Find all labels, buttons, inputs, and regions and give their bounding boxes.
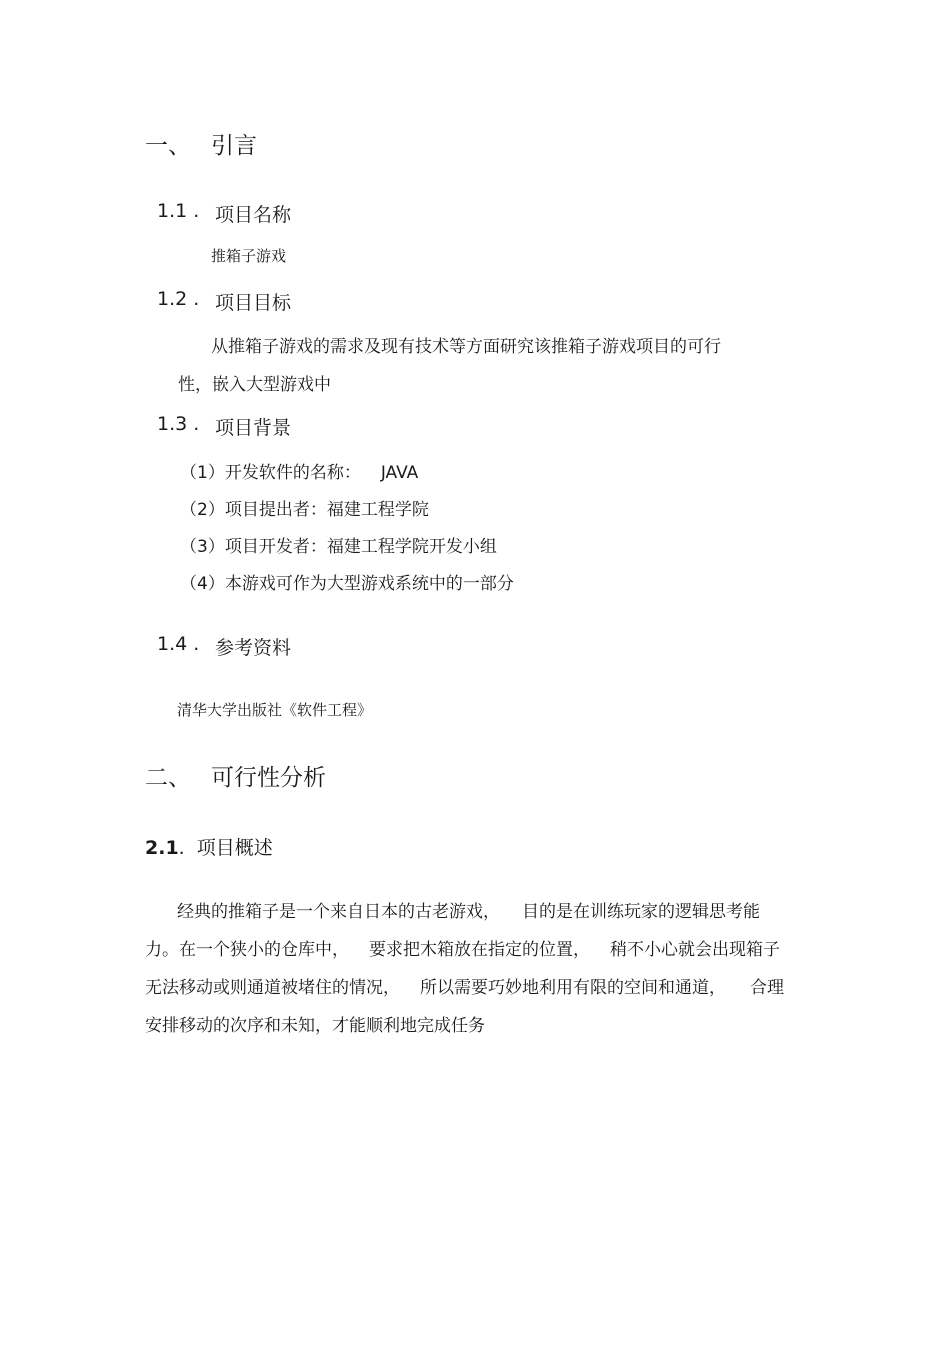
subsection-2-1-number: 2.1 [145,837,179,859]
overview-line-1-part-1: 经典的推箱子是一个来自日本的古老游戏， [177,902,500,922]
overview-line-1 [177,897,760,922]
project-goal-line2: 性，嵌入大型游戏中 [178,375,331,395]
overview-line-2 [145,935,780,960]
project-name-text: 推箱子游戏 [211,247,287,265]
project-goal-line1: 从推箱子游戏的需求及现有技术等方面研究该推箱子游戏项目的可行 [211,337,721,357]
subsection-2-1-title: 项目概述 [196,837,273,859]
overview-line-3-part-1: 无法移动或则通道被堵住的情况， [145,978,400,998]
subsection-1-2-title: 项目目标 [215,292,292,314]
subsection-1-4-title: 参考资料 [215,637,292,659]
subsection-1-3-title: 项目背景 [215,417,292,439]
overview-line-1-part-2: 目的是在训练玩家的逻辑思考能 [522,902,760,922]
background-item-1-value: JAVA [380,463,419,483]
background-item-3: （3）项目开发者：福建工程学院开发小组 [180,537,497,557]
subsection-1-1-title: 项目名称 [215,204,292,226]
section2-title: 可行性分析 [211,765,326,791]
overview-line-2-part-2: 要求把木箱放在指定的位置， [369,940,590,960]
subsection-1-3-number: 1.3 . [157,413,200,435]
overview-line-3 [145,973,784,998]
subsection-2-1-dot: . [178,837,185,859]
overview-line-3-part-3: 合理 [750,978,784,998]
section1-title: 引言 [211,133,257,159]
section1-number: 一、 [145,133,191,159]
background-item-1-text: （1）开发软件的名称： [180,463,361,483]
background-item-1 [180,458,418,483]
subsection-2-1-heading [145,833,273,860]
subsection-1-1-number: 1.1 . [157,200,200,222]
overview-line-2-part-1: 力。在一个狭小的仓库中， [145,940,349,960]
background-item-4: （4）本游戏可作为大型游戏系统中的一部分 [180,574,514,594]
background-item-2: （2）项目提出者：福建工程学院 [180,500,429,520]
overview-line-4: 安排移动的次序和未知，才能顺利地完成任务 [145,1016,485,1036]
overview-line-3-part-2: 所以需要巧妙地利用有限的空间和通道， [420,978,726,998]
subsection-1-2-number: 1.2 . [157,288,200,310]
reference-text: 清华大学出版社《软件工程》 [177,701,373,719]
subsection-1-4-number: 1.4 . [157,633,200,655]
section2-number: 二、 [145,765,191,791]
overview-line-2-part-3: 稍不小心就会出现箱子 [610,940,780,960]
